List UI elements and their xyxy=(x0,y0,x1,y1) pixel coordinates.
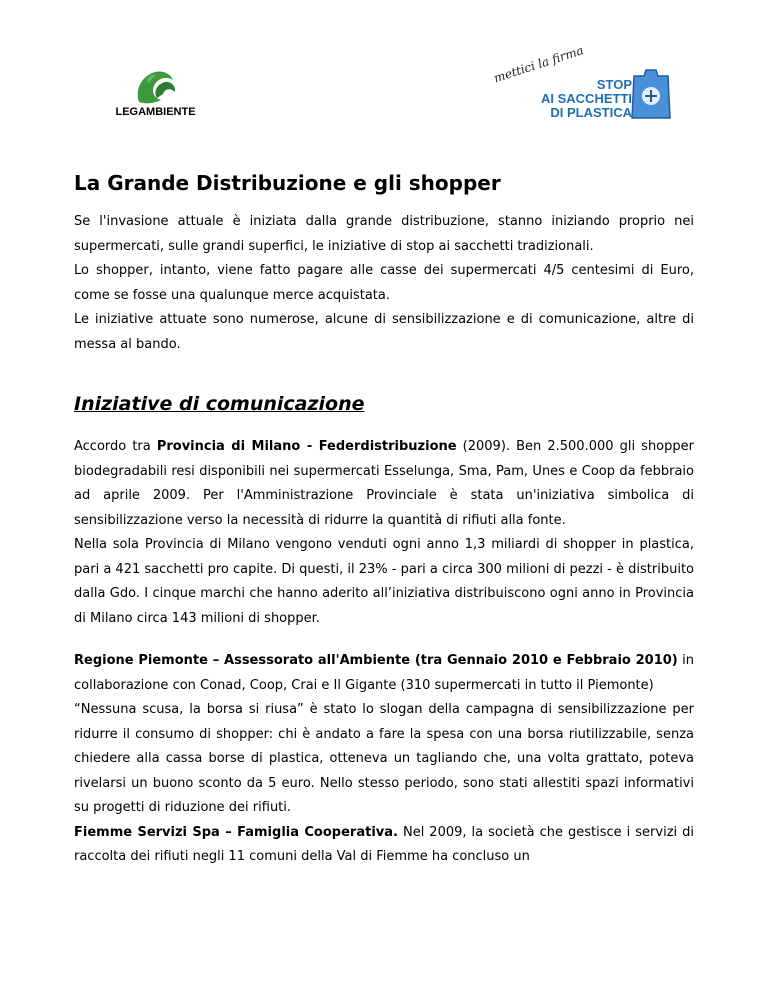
logo-line-3: DI PLASTICA xyxy=(550,105,632,120)
bold-text: Fiemme Servizi Spa – Famiglia Cooperativa. xyxy=(74,824,398,840)
paragraph: Se l'invasione attuale è iniziata dalla grande distribuzione, stanno iniziando proprio nei supermercati, sulle grandi superfici, le iniziative di stop ai sacchetti tradizionali. xyxy=(74,214,694,254)
bold-text: Regione Piemonte – Assessorato all'Ambiente (tra Gennaio 2010 e Febbraio 2010) xyxy=(74,653,678,668)
text: Nel 2009, la società che gestisce i servizi di raccolta dei rifiuti negli 11 comuni della Val di Fiemme ha concluso un xyxy=(74,824,695,864)
logo-script-text: mettici la firma xyxy=(492,43,586,86)
bold-text: Provincia di Milano - Federdistribuzione xyxy=(156,439,457,454)
legambiente-swan-icon xyxy=(133,68,179,106)
logo-line-2: AI SACCHETTI xyxy=(541,91,632,106)
paragraph-regione-piemonte xyxy=(74,649,694,698)
legambiente-logo xyxy=(103,68,208,120)
text: Accordo tra xyxy=(74,439,157,454)
paragraph: “Nessuna scusa, la borsa si riusa” è stato lo slogan della campagna di sensibilizzazione per ridurre il consumo di shopper: chi è andato a fare la spesa con una borsa riutilizzabile, senza chiedere alla cassa borse di plastica, otteneva un tagliando che, una volta grattato, poteva rivelarsi un buono sconto da 5 euro. Nello stesso periodo, sono stati allestiti spazi informativi su progetti di riduzione dei rifiuti. xyxy=(74,702,694,815)
paragraph: Le iniziative attuate sono numerose, alcune di sensibilizzazione e di comunicazione, altre di messa al bando. xyxy=(74,312,694,352)
text: (2009). Ben 2.500.000 gli shopper biodegradabili resi disponibili nei supermercati Esselunga, Sma, Pam, Unes e Coop da febbraio ad aprile 2009. Per l'Amministrazione Provinciale è stata un'iniziativa simbolica di sensibilizzazione verso la necessità di ridurre la quantità di rifiuti alla fonte. xyxy=(74,439,694,528)
section-title-grande-distribuzione: La Grande Distribuzione e gli shopper xyxy=(74,171,501,195)
page-header xyxy=(0,0,768,140)
paragraph-accordo xyxy=(74,435,694,533)
paragraph: Nella sola Provincia di Milano vengono venduti ogni anno 1,3 miliardi di shopper in plastica, pari a 421 sacchetti pro capite. Di questi, il 23% - pari a circa 300 milioni di pezzi - è distribuito dalla Gdo. I cinque marchi che hanno aderito all’iniziativa distribuiscono ogni anno in Provincia di Milano circa 143 milioni di shopper. xyxy=(74,537,694,626)
document-body xyxy=(74,170,694,870)
section-title-iniziative-comunicazione: Iniziative di comunicazione xyxy=(74,393,365,415)
text: in collaborazione con Conad, Coop, Crai e Il Gigante (310 supermercati in tutto il Piemonte) xyxy=(74,653,694,693)
plastic-bag-icon xyxy=(630,66,672,120)
section-grande-distribuzione xyxy=(74,210,694,357)
stop-sacchetti-logo xyxy=(492,43,672,126)
paragraph: Lo shopper, intanto, viene fatto pagare alle casse dei supermercati 4/5 centesimi di Euro, come se fosse una qualunque merce acquistata. xyxy=(74,263,694,303)
logo-line-1: STOP xyxy=(596,77,632,92)
paragraph-fiemme xyxy=(74,821,694,870)
legambiente-wordmark: LEGAMBIENTE xyxy=(115,106,196,118)
section-iniziative-comunicazione xyxy=(74,435,694,870)
logo-lines xyxy=(504,78,632,120)
